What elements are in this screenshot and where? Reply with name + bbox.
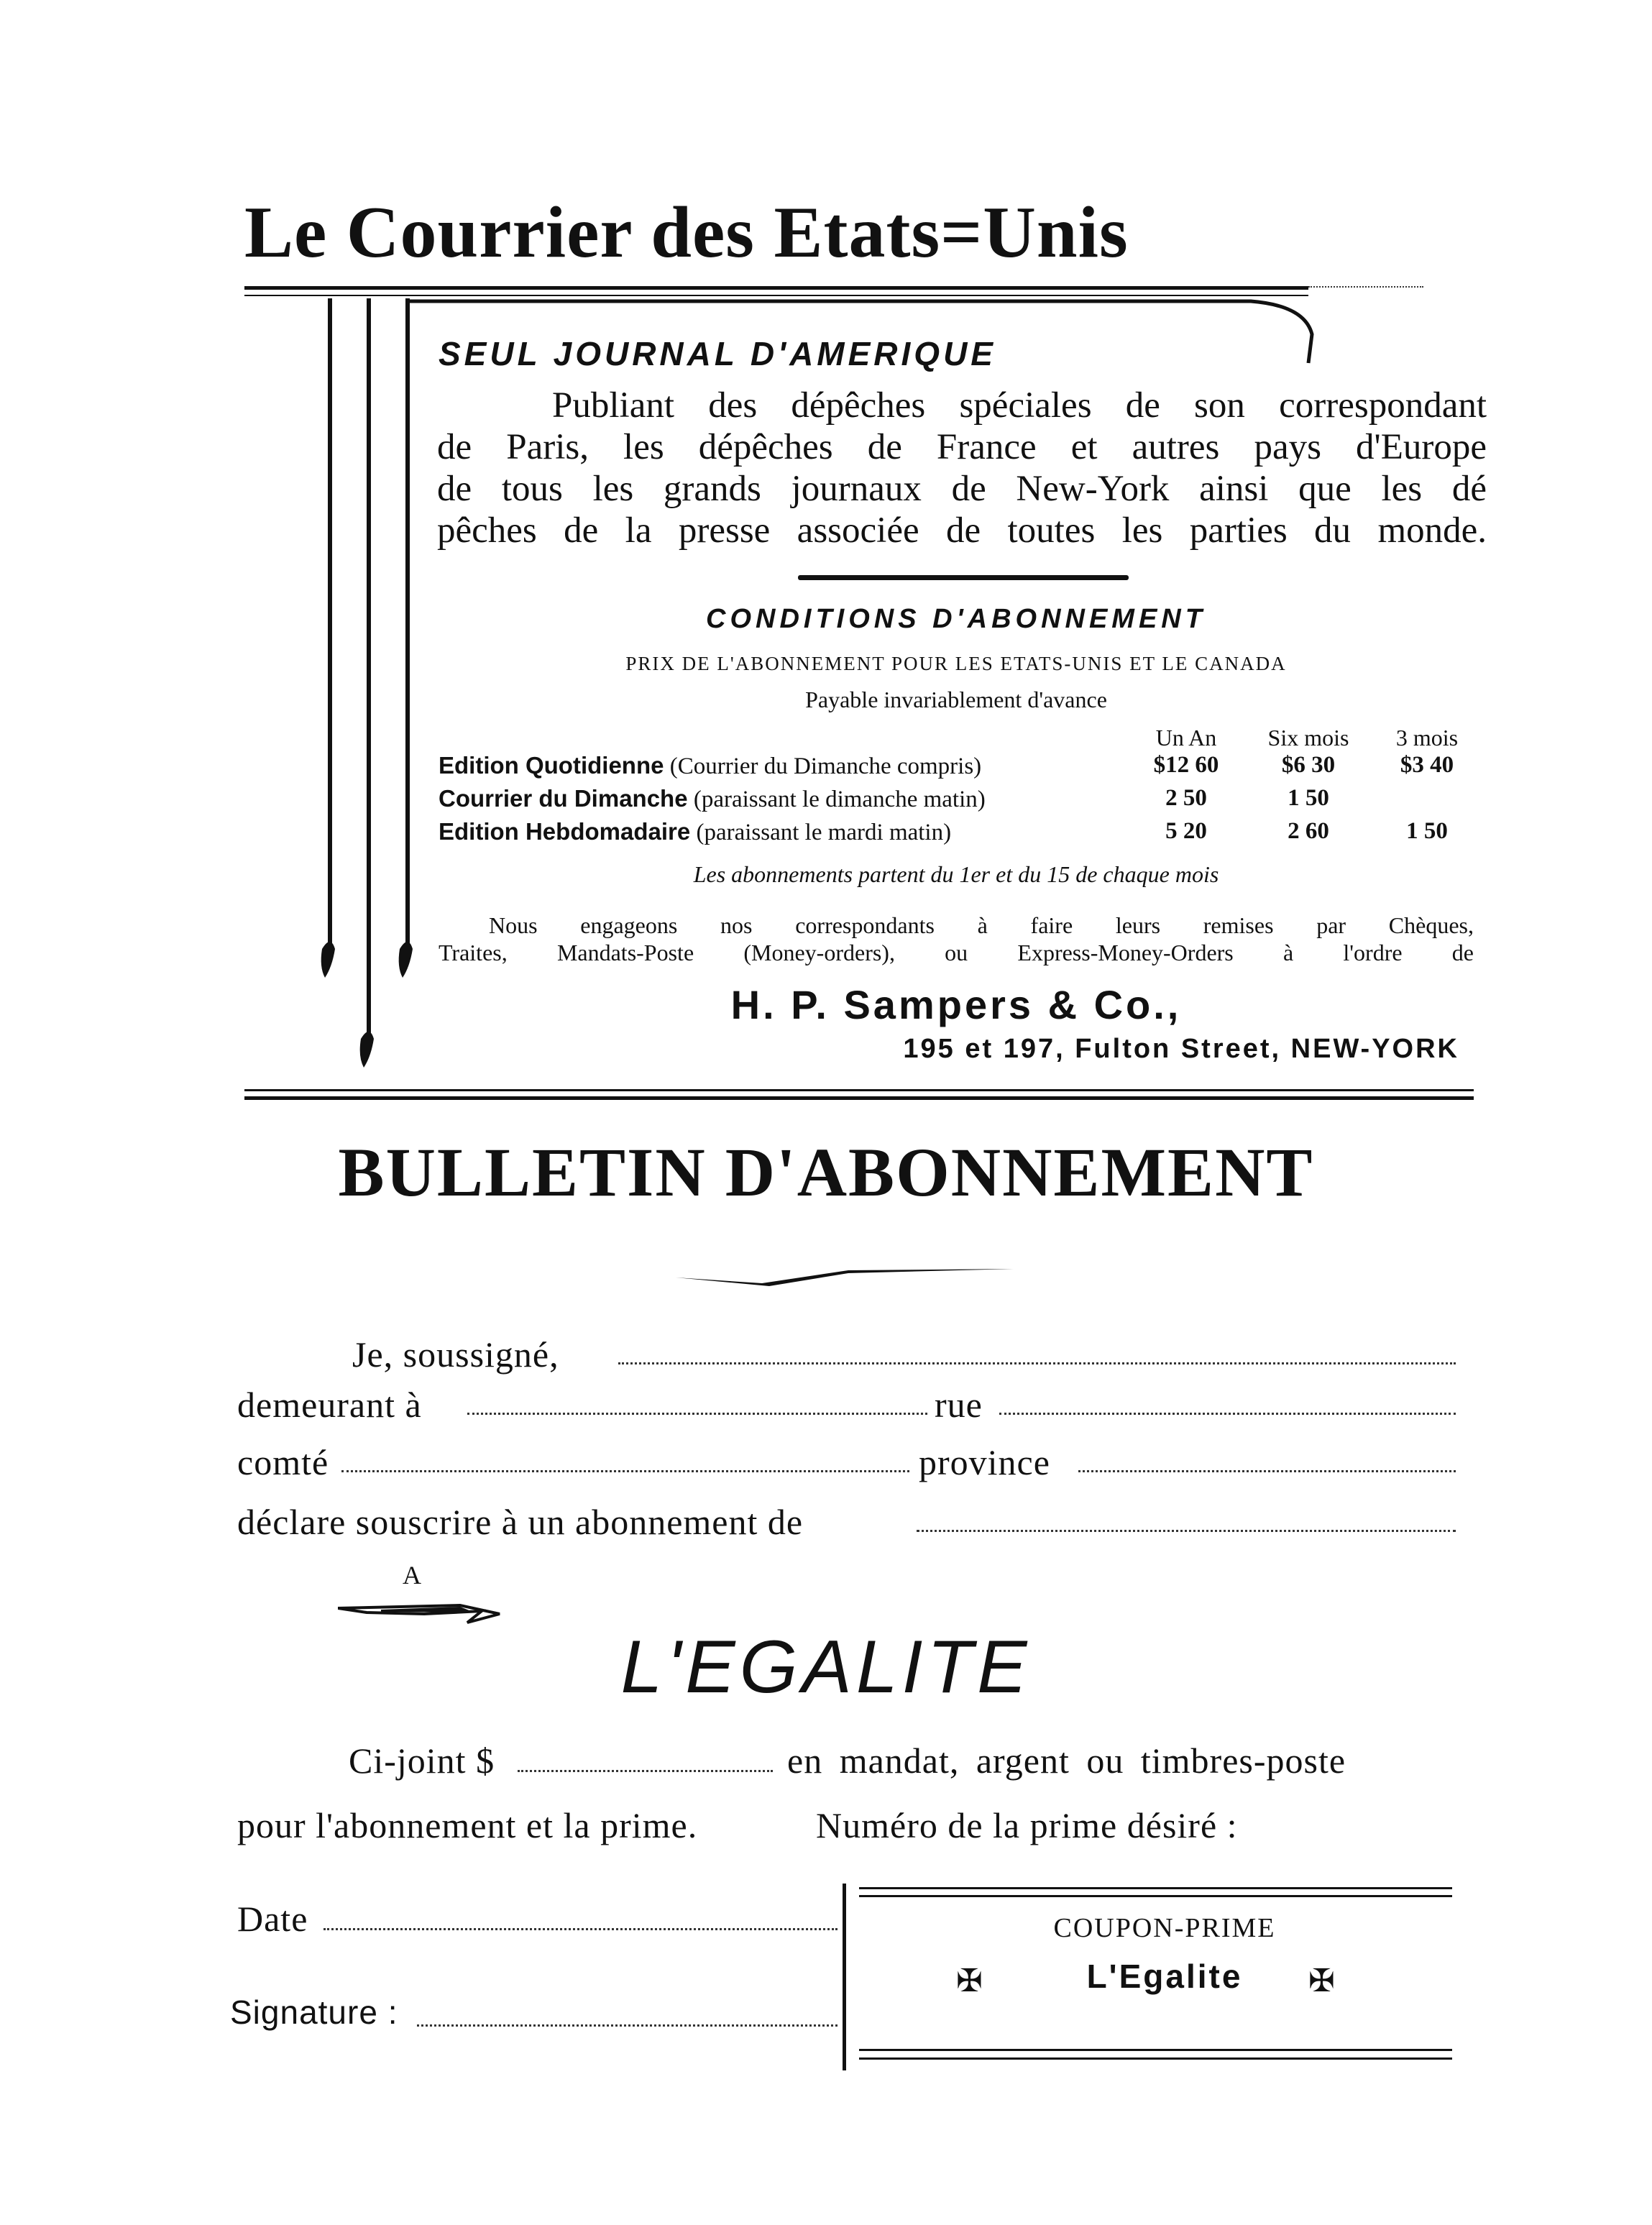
edition-desc: (paraissant le dimanche matin) <box>687 786 986 812</box>
lead-paragraph <box>437 385 1487 551</box>
price-six-months: 2 60 <box>1288 818 1329 844</box>
section-rule-top <box>244 1089 1474 1091</box>
payment-line: Traites, Mandats-Poste (Money-orders), ou Express-Money-Orders à l'ordre de <box>439 940 1474 965</box>
arrow-ornament <box>338 1592 503 1625</box>
price-six-months: 1 50 <box>1288 785 1329 811</box>
label-mandat: en mandat, argent ou timbres-poste <box>787 1740 1346 1781</box>
subtitle: SEUL JOURNAL D'AMERIQUE <box>439 335 996 372</box>
lead-line: Publiant des dépêches spéciales de son correspondant <box>552 385 1487 426</box>
field-street[interactable] <box>999 1413 1456 1415</box>
edition-name: Edition Hebdomadaire <box>439 818 691 845</box>
bulletin-title: BULLETIN D'ABONNEMENT <box>338 1134 1314 1211</box>
field-city[interactable] <box>467 1413 927 1415</box>
masthead-title: Le Courrier des Etats=Unis <box>244 192 1129 273</box>
payment-line: Nous engageons nos correspondants à faire leurs remises par Chèques, <box>489 912 1474 938</box>
label-declare: déclare souscrire à un abonnement de <box>237 1502 804 1542</box>
label-rue: rue <box>935 1385 983 1425</box>
lead-line: de tous les grands journaux de New-York ainsi que les dé <box>437 469 1487 509</box>
coupon-rule <box>859 1887 1452 1889</box>
field-name[interactable] <box>618 1362 1456 1364</box>
field-subscription[interactable] <box>917 1530 1456 1532</box>
header-six-months: Six mois <box>1267 725 1349 751</box>
edition-name: Edition Quotidienne <box>439 752 664 779</box>
header-year: Un An <box>1155 725 1217 751</box>
label-pour: pour l'abonnement et la prime. <box>237 1805 698 1845</box>
label-demeurant: demeurant à <box>237 1385 422 1425</box>
firm-address: 195 et 197, Fulton Street, NEW-YORK <box>903 1034 1459 1064</box>
field-province[interactable] <box>1078 1470 1456 1472</box>
edition-desc: (paraissant le mardi matin) <box>690 820 952 845</box>
price-six-months: $6 30 <box>1281 752 1336 778</box>
payment-instructions <box>439 912 1474 966</box>
label-date: Date <box>237 1899 308 1939</box>
coupon-rule <box>859 2057 1452 2060</box>
price-year: 2 50 <box>1165 785 1207 811</box>
label-je-soussigne: Je, soussigné, <box>352 1334 559 1375</box>
price-row <box>439 752 1474 784</box>
field-county[interactable] <box>341 1470 909 1472</box>
label-a: A <box>403 1561 422 1589</box>
egalite-title: L'EGALITE <box>620 1625 1032 1709</box>
label-province: province <box>919 1442 1050 1482</box>
price-row <box>439 785 1474 817</box>
field-date[interactable] <box>323 1928 838 1930</box>
bulletin-flourish <box>676 1262 1014 1290</box>
coupon-rule <box>859 2049 1452 2051</box>
price-year: $12 60 <box>1153 752 1219 778</box>
price-row <box>439 818 1474 850</box>
coupon-divider <box>843 1884 846 2070</box>
field-signature[interactable] <box>417 2024 838 2027</box>
start-note: Les abonnements partent du 1er et du 15 de chaque mois <box>693 861 1219 887</box>
field-amount[interactable] <box>518 1770 773 1772</box>
section-divider <box>798 575 1129 580</box>
coupon-title: COUPON-PRIME <box>1053 1913 1276 1943</box>
cross-ornament-icon: ✠ <box>956 1963 983 1999</box>
firm-name: H. P. Sampers & Co., <box>730 982 1182 1027</box>
label-ci-joint: Ci-joint $ <box>349 1740 495 1781</box>
label-signature: Signature : <box>230 1994 398 2031</box>
lead-line: de Paris, les dépêches de France et autres pays d'Europe <box>437 427 1487 467</box>
coupon-name: L'Egalite <box>1086 1958 1243 1995</box>
conditions-subtitle: PRIX DE L'ABONNEMENT POUR LES ETATS-UNIS ET LE CANADA <box>625 653 1287 674</box>
section-rule-bottom <box>244 1096 1474 1100</box>
edition-name: Courrier du Dimanche <box>439 785 688 812</box>
lead-line: pêches de la presse associée de toutes les parties du monde. <box>437 510 1487 551</box>
price-table-header <box>439 725 1474 753</box>
price-three-months: 1 50 <box>1406 818 1448 844</box>
masthead-dotted-tail <box>1308 286 1423 288</box>
price-year: 5 20 <box>1165 818 1207 844</box>
label-numero: Numéro de la prime désiré : <box>816 1805 1238 1845</box>
conditions-title: CONDITIONS D'ABONNEMENT <box>706 604 1206 634</box>
coupon-rule <box>859 1895 1452 1897</box>
price-three-months: $3 40 <box>1400 752 1454 778</box>
label-comte: comté <box>237 1442 329 1482</box>
header-three-months: 3 mois <box>1395 725 1459 751</box>
edition-desc: (Courrier du Dimanche compris) <box>664 753 982 779</box>
conditions-payable: Payable invariablement d'avance <box>805 687 1107 712</box>
masthead-rule-top <box>244 286 1308 290</box>
cross-ornament-icon: ✠ <box>1308 1963 1335 1999</box>
